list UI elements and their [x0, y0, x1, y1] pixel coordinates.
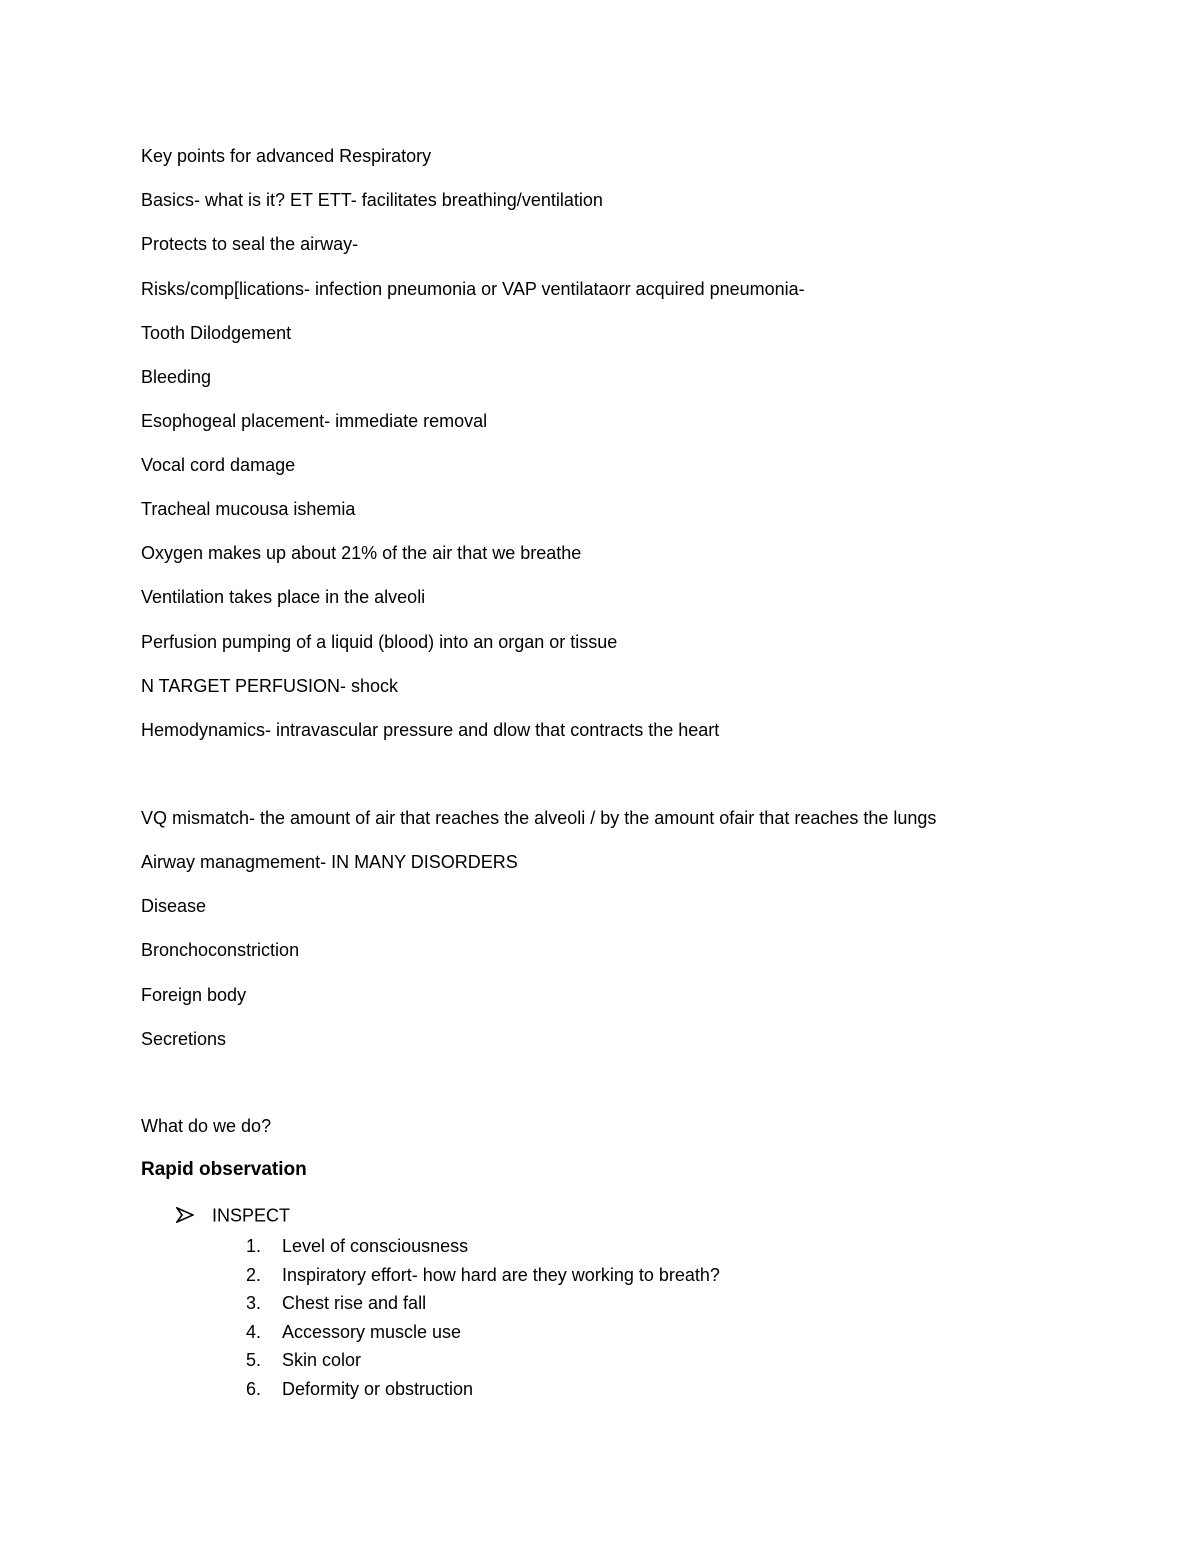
list-item-number: 5. — [246, 1350, 262, 1370]
list-item — [246, 1346, 720, 1375]
text-line: Bronchoconstriction — [141, 940, 300, 960]
numbered-list — [246, 1232, 720, 1403]
list-item — [246, 1375, 720, 1404]
text-line: Ventilation takes place in the alveoli — [141, 587, 426, 607]
text-line: Esophogeal placement- immediate removal — [141, 411, 488, 431]
text-line: Disease — [141, 896, 207, 916]
text-line: Vocal cord damage — [141, 455, 296, 475]
bullet-item-inspect — [176, 1203, 290, 1226]
list-item-text: Inspiratory effort- how hard are they working to breath? — [282, 1264, 720, 1285]
text-line: Tracheal mucousa ishemia — [141, 499, 356, 519]
list-item — [246, 1318, 720, 1347]
arrowhead-bullet-icon — [176, 1207, 212, 1223]
text-line: Risks/comp[lications- infection pneumonia or VAP ventilataorr acquired pneumonia- — [141, 279, 805, 299]
text-line: N TARGET PERFUSION- shock — [141, 676, 399, 696]
list-item — [246, 1232, 720, 1261]
text-line: Basics- what is it? ET ETT- facilitates breathing/ventilation — [141, 190, 603, 210]
text-line: Protects to seal the airway- — [141, 234, 359, 254]
list-item-number: 4. — [246, 1321, 262, 1342]
text-line: Oxygen makes up about 21% of the air that we breathe — [141, 543, 582, 563]
bullet-label: INSPECT — [212, 1205, 291, 1226]
text-line: Hemodynamics- intravascular pressure and dlow that contracts the heart — [141, 720, 720, 740]
text-line: VQ mismatch- the amount of air that reaches the alveoli / by the amount ofair that reaches the lungs — [141, 808, 937, 828]
list-item-text: Deformity or obstruction — [282, 1378, 474, 1399]
list-item-text: Skin color — [282, 1350, 362, 1370]
text-line: Bleeding — [141, 367, 212, 387]
list-item-number: 3. — [246, 1293, 262, 1313]
list-item-number: 1. — [246, 1236, 262, 1256]
text-line: Tooth Dilodgement — [141, 323, 292, 343]
text-line: What do we do? — [141, 1116, 272, 1136]
text-line: Airway managmement- IN MANY DISORDERS — [141, 852, 518, 872]
section-heading: Rapid observation — [141, 1159, 307, 1180]
text-line: Foreign body — [141, 985, 247, 1005]
text-line: Perfusion pumping of a liquid (blood) into an organ or tissue — [141, 632, 618, 652]
list-item-number: 6. — [246, 1378, 262, 1399]
text-line: Secretions — [141, 1029, 227, 1049]
list-item-text: Level of consciousness — [282, 1236, 469, 1256]
list-item-number: 2. — [246, 1264, 262, 1285]
list-item-text: Accessory muscle use — [282, 1321, 462, 1342]
list-item — [246, 1261, 720, 1290]
list-item — [246, 1289, 720, 1318]
list-item-text: Chest rise and fall — [282, 1293, 427, 1313]
document-title-line: Key points for advanced Respiratory — [141, 146, 432, 166]
